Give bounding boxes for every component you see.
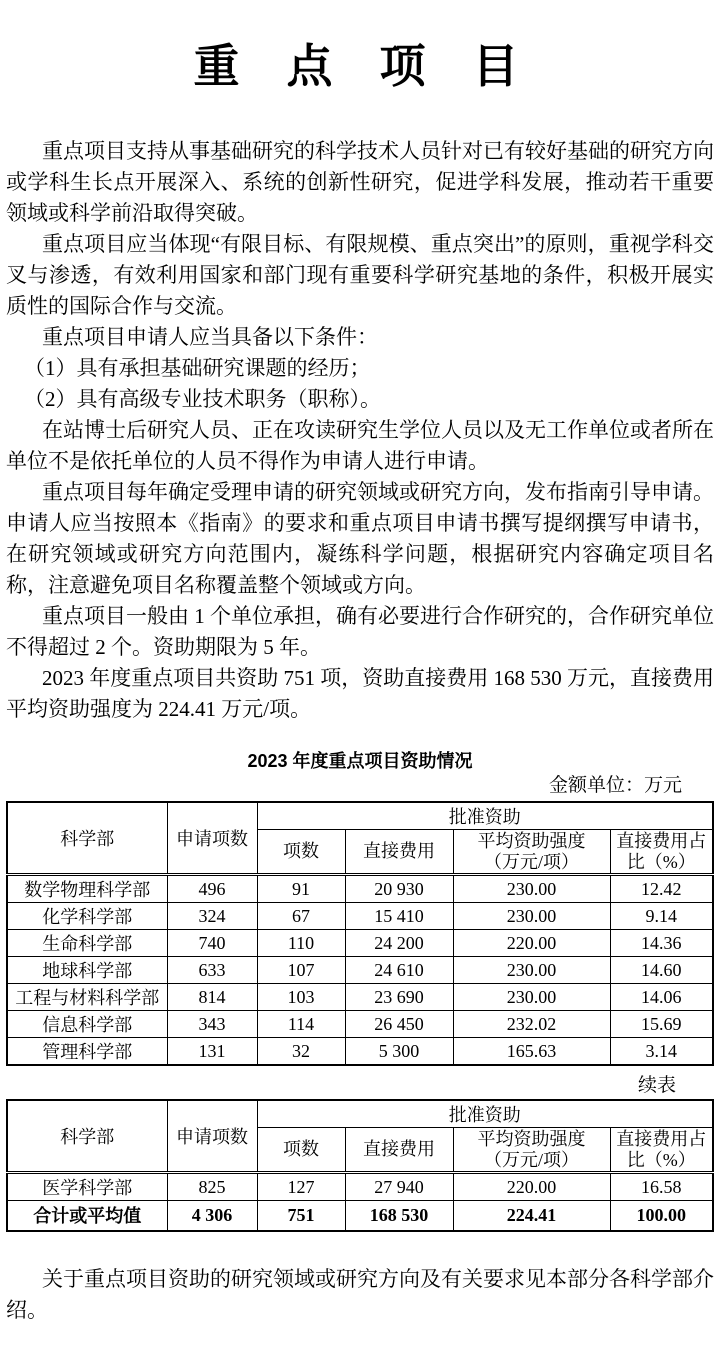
cell-applied: 825 [167,1173,257,1201]
cell-direct-cost: 24 200 [345,930,453,957]
cell-cost-share: 16.58 [610,1173,713,1201]
cell-avg-intensity: 220.00 [453,1173,610,1201]
cell-dept: 合计或平均值 [7,1201,167,1231]
header-dept: 科学部 [7,802,167,875]
cell-avg-intensity: 230.00 [453,957,610,984]
cell-cost-share: 100.00 [610,1201,713,1231]
header-approved-group: 批准资助 [257,1100,713,1128]
cell-avg-intensity: 230.00 [453,984,610,1011]
cell-avg-intensity: 224.41 [453,1201,610,1231]
cell-applied: 633 [167,957,257,984]
cell-direct-cost: 27 940 [345,1173,453,1201]
table-row [7,875,713,903]
cell-applied: 740 [167,930,257,957]
cell-cost-share: 9.14 [610,903,713,930]
body-text [6,136,714,725]
header-applied: 申请项数 [167,1100,257,1173]
header-dept: 科学部 [7,1100,167,1173]
header-direct-cost: 直接费用 [345,1128,453,1173]
paragraph: 在站博士后研究人员、正在攻读研究生学位人员以及无工作单位或者所在单位不是依托单位的人员不得作为申请人进行申请。 [6,418,714,473]
cell-dept: 化学科学部 [7,903,167,930]
cell-approved: 751 [257,1201,345,1231]
cell-direct-cost: 15 410 [345,903,453,930]
cell-dept: 管理科学部 [7,1038,167,1066]
header-avg-intensity-line1: 平均资助强度 [477,1128,586,1149]
cell-dept: 工程与材料科学部 [7,984,167,1011]
header-approved-count: 项数 [257,1128,345,1173]
header-avg-intensity [453,830,610,875]
list-item: （2）具有高级专业技术职务（职称）。 [24,387,381,411]
table-row [7,1011,713,1038]
header-cost-share: 直接费用占比（%） [610,1128,713,1173]
cell-avg-intensity: 165.63 [453,1038,610,1066]
cell-applied: 343 [167,1011,257,1038]
paragraph: 关于重点项目资助的研究领域或研究方向及有关要求见本部分各科学部介绍。 [6,1266,714,1322]
cell-direct-cost: 26 450 [345,1011,453,1038]
table-row [7,930,713,957]
header-avg-intensity-line2: （万元/项） [483,1149,579,1170]
table-row [7,984,713,1011]
cell-avg-intensity: 232.02 [453,1011,610,1038]
cell-avg-intensity: 220.00 [453,930,610,957]
cell-approved: 127 [257,1173,345,1201]
paragraph: 重点项目一般由 1 个单位承担，确有必要进行合作研究的，合作研究单位不得超过 2 个。资助期限为 5 年。 [6,604,714,659]
paragraph: 重点项目支持从事基础研究的科学技术人员针对已有较好基础的研究方向或学科生长点开展深入、系统的创新性研究，促进学科发展，推动若干重要领域或科学前沿取得突破。 [6,139,714,225]
unit-note: 金额单位：万元 [548,775,682,796]
cell-applied: 131 [167,1038,257,1066]
cell-dept: 数学物理科学部 [7,875,167,903]
cell-direct-cost: 168 530 [345,1201,453,1231]
total-row [7,1201,713,1231]
paragraph: 2023 年度重点项目共资助 751 项，资助直接费用 168 530 万元，直接费用平均资助强度为 224.41 万元/项。 [6,666,714,721]
funding-table-2 [6,1099,714,1232]
cell-cost-share: 14.06 [610,984,713,1011]
cell-cost-share: 14.36 [610,930,713,957]
table-row [7,903,713,930]
cell-cost-share: 3.14 [610,1038,713,1066]
cell-approved: 103 [257,984,345,1011]
paragraph: 重点项目每年确定受理申请的研究领域或研究方向，发布指南引导申请。申请人应当按照本《指南》的要求和重点项目申请书撰写提纲撰写申请书，在研究领域或研究方向范围内，凝练科学问题，根据研究内容确定项目名称，注意避免项目名称覆盖整个领域或方向。 [6,480,714,597]
continued-label: 续表 [637,1075,676,1096]
closing-text [6,1264,714,1326]
header-avg-intensity-line1: 平均资助强度 [477,830,586,851]
cell-dept: 医学科学部 [7,1173,167,1201]
header-direct-cost: 直接费用 [345,830,453,875]
cell-direct-cost: 5 300 [345,1038,453,1066]
header-row [7,802,713,830]
header-avg-intensity [453,1128,610,1173]
cell-approved: 110 [257,930,345,957]
funding-table-1 [6,801,714,1066]
cell-dept: 地球科学部 [7,957,167,984]
cell-applied: 814 [167,984,257,1011]
cell-cost-share: 15.69 [610,1011,713,1038]
cell-approved: 107 [257,957,345,984]
header-applied: 申请项数 [167,802,257,875]
cell-approved: 91 [257,875,345,903]
cell-applied: 324 [167,903,257,930]
header-cost-share: 直接费用占比（%） [610,830,713,875]
cell-dept: 生命科学部 [7,930,167,957]
cell-avg-intensity: 230.00 [453,875,610,903]
cell-applied: 496 [167,875,257,903]
cell-dept: 信息科学部 [7,1011,167,1038]
cell-applied: 4 306 [167,1201,257,1231]
cell-approved: 114 [257,1011,345,1038]
paragraph: 重点项目申请人应当具备以下条件： [42,325,378,349]
cell-direct-cost: 20 930 [345,875,453,903]
table-row [7,957,713,984]
cell-direct-cost: 23 690 [345,984,453,1011]
table-row [7,1038,713,1066]
page-title: 重 点 项 目 [193,41,527,92]
table-row [7,1173,713,1201]
list-item: （1）具有承担基础研究课题的经历； [24,356,371,380]
header-avg-intensity-line2: （万元/项） [483,851,579,872]
cell-approved: 32 [257,1038,345,1066]
header-approved-group: 批准资助 [257,802,713,830]
cell-cost-share: 12.42 [610,875,713,903]
cell-avg-intensity: 230.00 [453,903,610,930]
header-row [7,1100,713,1128]
table-caption: 2023 年度重点项目资助情况 [247,751,473,771]
cell-cost-share: 14.60 [610,957,713,984]
cell-direct-cost: 24 610 [345,957,453,984]
paragraph: 重点项目应当体现“有限目标、有限规模、重点突出”的原则，重视学科交叉与渗透，有效利用国家和部门现有重要科学研究基地的条件，积极开展实质性的国际合作与交流。 [6,232,714,318]
cell-approved: 67 [257,903,345,930]
header-approved-count: 项数 [257,830,345,875]
